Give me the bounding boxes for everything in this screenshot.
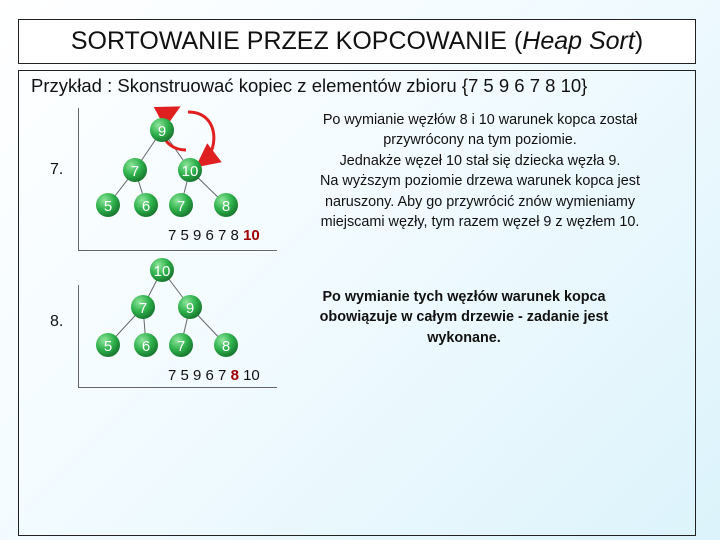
svg-text:9: 9 <box>185 300 195 317</box>
subtitle: Przykład : Skonstruować kopiec z elementów zbioru {7 5 9 6 7 8 10} <box>31 75 588 96</box>
node-right <box>178 158 202 182</box>
node-right-left <box>169 193 193 217</box>
step-7-note-line: Na wyższym poziomie drzewa warunek kopca jest <box>320 173 640 190</box>
step-8-note-line: Po wymianie tych węzłów warunek kopca <box>322 289 606 305</box>
node-8-root <box>150 258 174 282</box>
svg-text:6: 6 <box>141 198 151 215</box>
step-8-note-line: wykonane. <box>427 329 501 346</box>
svg-text:10: 10 <box>181 163 199 180</box>
node-left <box>123 158 147 182</box>
step-8-label: 8. <box>50 313 64 330</box>
step-8-array: 7 5 9 6 7 8 10 <box>168 367 260 384</box>
title-close: ) <box>634 27 644 55</box>
step-7-note-line: Po wymianie węzłów 8 i 10 warunek kopca został <box>322 112 638 128</box>
svg-text:5: 5 <box>103 198 113 215</box>
node-left-left <box>96 193 120 217</box>
step-7-note-line: naruszony. Aby go przywrócić znów wymieniamy <box>324 193 636 210</box>
svg-text:9: 9 <box>157 123 167 140</box>
node-left-right <box>134 193 158 217</box>
node-right-right <box>214 193 238 217</box>
svg-text:7: 7 <box>130 163 140 180</box>
svg-text:6: 6 <box>141 338 151 355</box>
step-8-note-line: obowiązuje w całym drzewie - zadanie jest <box>319 309 609 326</box>
svg-text:5: 5 <box>103 338 113 355</box>
svg-text:10: 10 <box>153 263 171 280</box>
svg-text:8: 8 <box>221 198 231 215</box>
node-root <box>150 118 174 142</box>
step-7-note <box>280 110 680 232</box>
swap-arrow-right <box>188 112 214 160</box>
svg-text:8: 8 <box>221 338 231 355</box>
svg-text:7: 7 <box>176 198 186 215</box>
step-7-note-line: przywrócony na tym poziomie. <box>383 132 577 149</box>
title-italic: Heap Sort <box>522 27 635 55</box>
step-8-panel <box>78 285 277 388</box>
title-main: SORTOWANIE PRZEZ KOPCOWANIE ( <box>70 27 523 55</box>
svg-text:7: 7 <box>176 338 186 355</box>
step-7-note-line: Jednakże węzeł 10 stał się dziecka węzła 9. <box>339 152 621 169</box>
step-8-note <box>282 287 646 348</box>
step-7-note-line: miejscami węzły, tym razem węzeł 9 z węzłem 10. <box>320 214 640 231</box>
svg-text:7: 7 <box>138 300 148 317</box>
step-7-array: 7 5 9 6 7 8 10 <box>168 227 260 244</box>
step-7-label: 7. <box>50 161 64 178</box>
